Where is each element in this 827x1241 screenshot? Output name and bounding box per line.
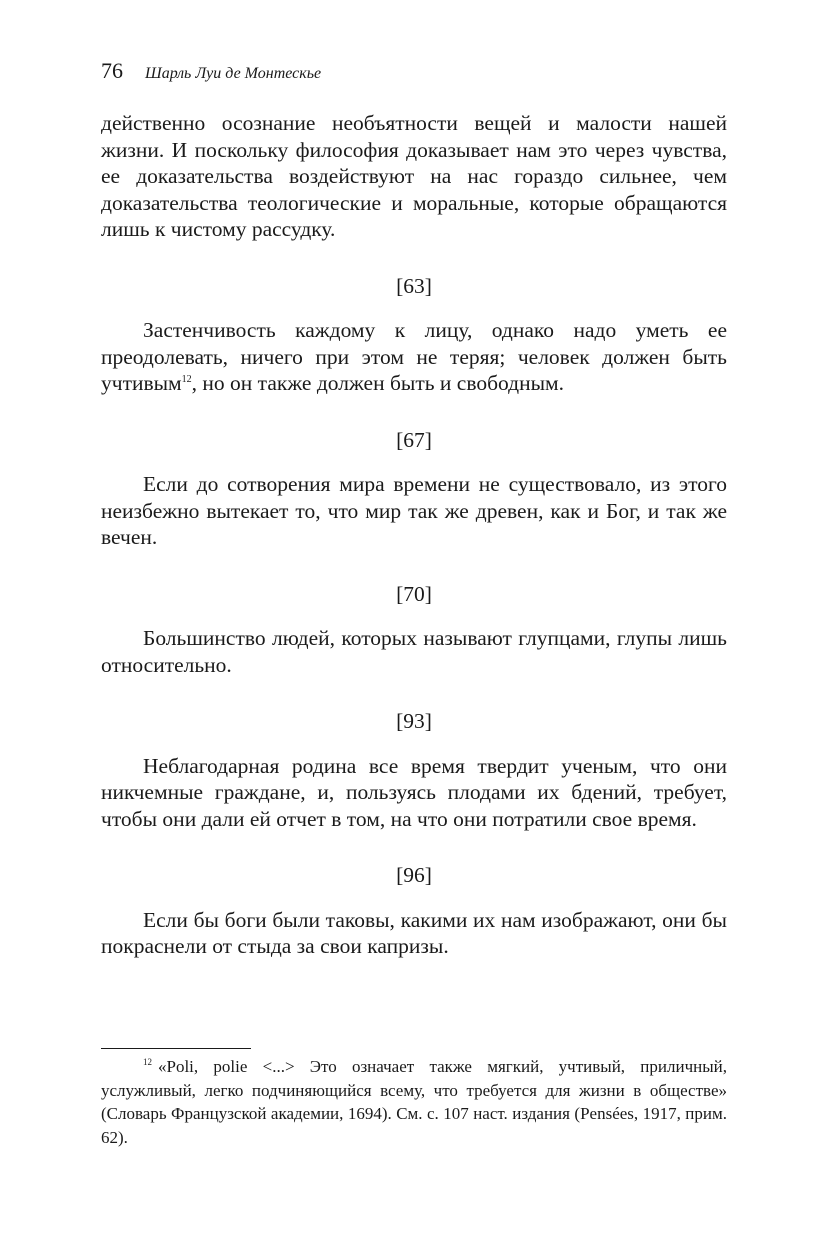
- section-text-63: [101, 317, 727, 397]
- footnote-reference[interactable]: 12: [181, 374, 192, 385]
- section-text-93: Неблагодарная родина все время твердит ученым, что они никчемные граждане, и, пользуясь плодами их бдений, требует, чтобы они дали ей отчет в том, на что они потратили свое время.: [101, 753, 727, 831]
- section-number-63: [63]: [396, 273, 432, 298]
- footnote-divider: [101, 1048, 251, 1049]
- footnote-number: 12: [143, 1057, 152, 1067]
- section-number-70: [70]: [396, 581, 432, 606]
- section-text-96: Если бы боги были таковы, какими их нам изображают, они бы покраснели от стыда за свои капризы.: [101, 907, 727, 958]
- page-number: 76: [101, 58, 123, 83]
- section-text-63-part-2: , но он также должен быть и свободным.: [191, 371, 565, 395]
- section-text-63-part-1: Застенчивость каждому к лицу, однако надо уметь ее преодолевать, ничего при этом не теряя; человек должен быть учтивым: [101, 318, 727, 395]
- footnote-12: [101, 1055, 727, 1149]
- section-number-67: [67]: [396, 427, 432, 452]
- section-number-96: [96]: [396, 863, 432, 887]
- footnotes: [101, 1048, 727, 1149]
- footnote-text: «Poli, polie <...> Это означает также мягкий, учтивый, приличный, услужливый, легко подчиняющийся всему, что требуется для жизни в обществе» (Словарь Французской академии, 1694). См. с. 107 наст. издания (Pensées, 1917, прим. 62).: [101, 1057, 727, 1147]
- section-number-93: [93]: [396, 709, 432, 733]
- running-head: [101, 58, 727, 94]
- section-text-70: Большинство людей, которых называют глупцами, глупы лишь относительно.: [101, 626, 727, 677]
- continuation-paragraph: действенно осознание необъятности вещей и малости нашей жизни. И поскольку философия доказывает нам это через чувства, ее доказательства воздействуют на нас гораздо сильнее, чем доказательства теологические и моральные, которые обращаются лишь к чистому рассудку.: [101, 111, 727, 241]
- running-head-author: Шарль Луи де Монтескье: [145, 65, 322, 82]
- page-content: [101, 58, 727, 960]
- section-text-67: Если до сотворения мира времени не существовало, из этого неизбежно вытекает то, что мир так же древен, как и Бог, и так же вечен.: [101, 472, 727, 549]
